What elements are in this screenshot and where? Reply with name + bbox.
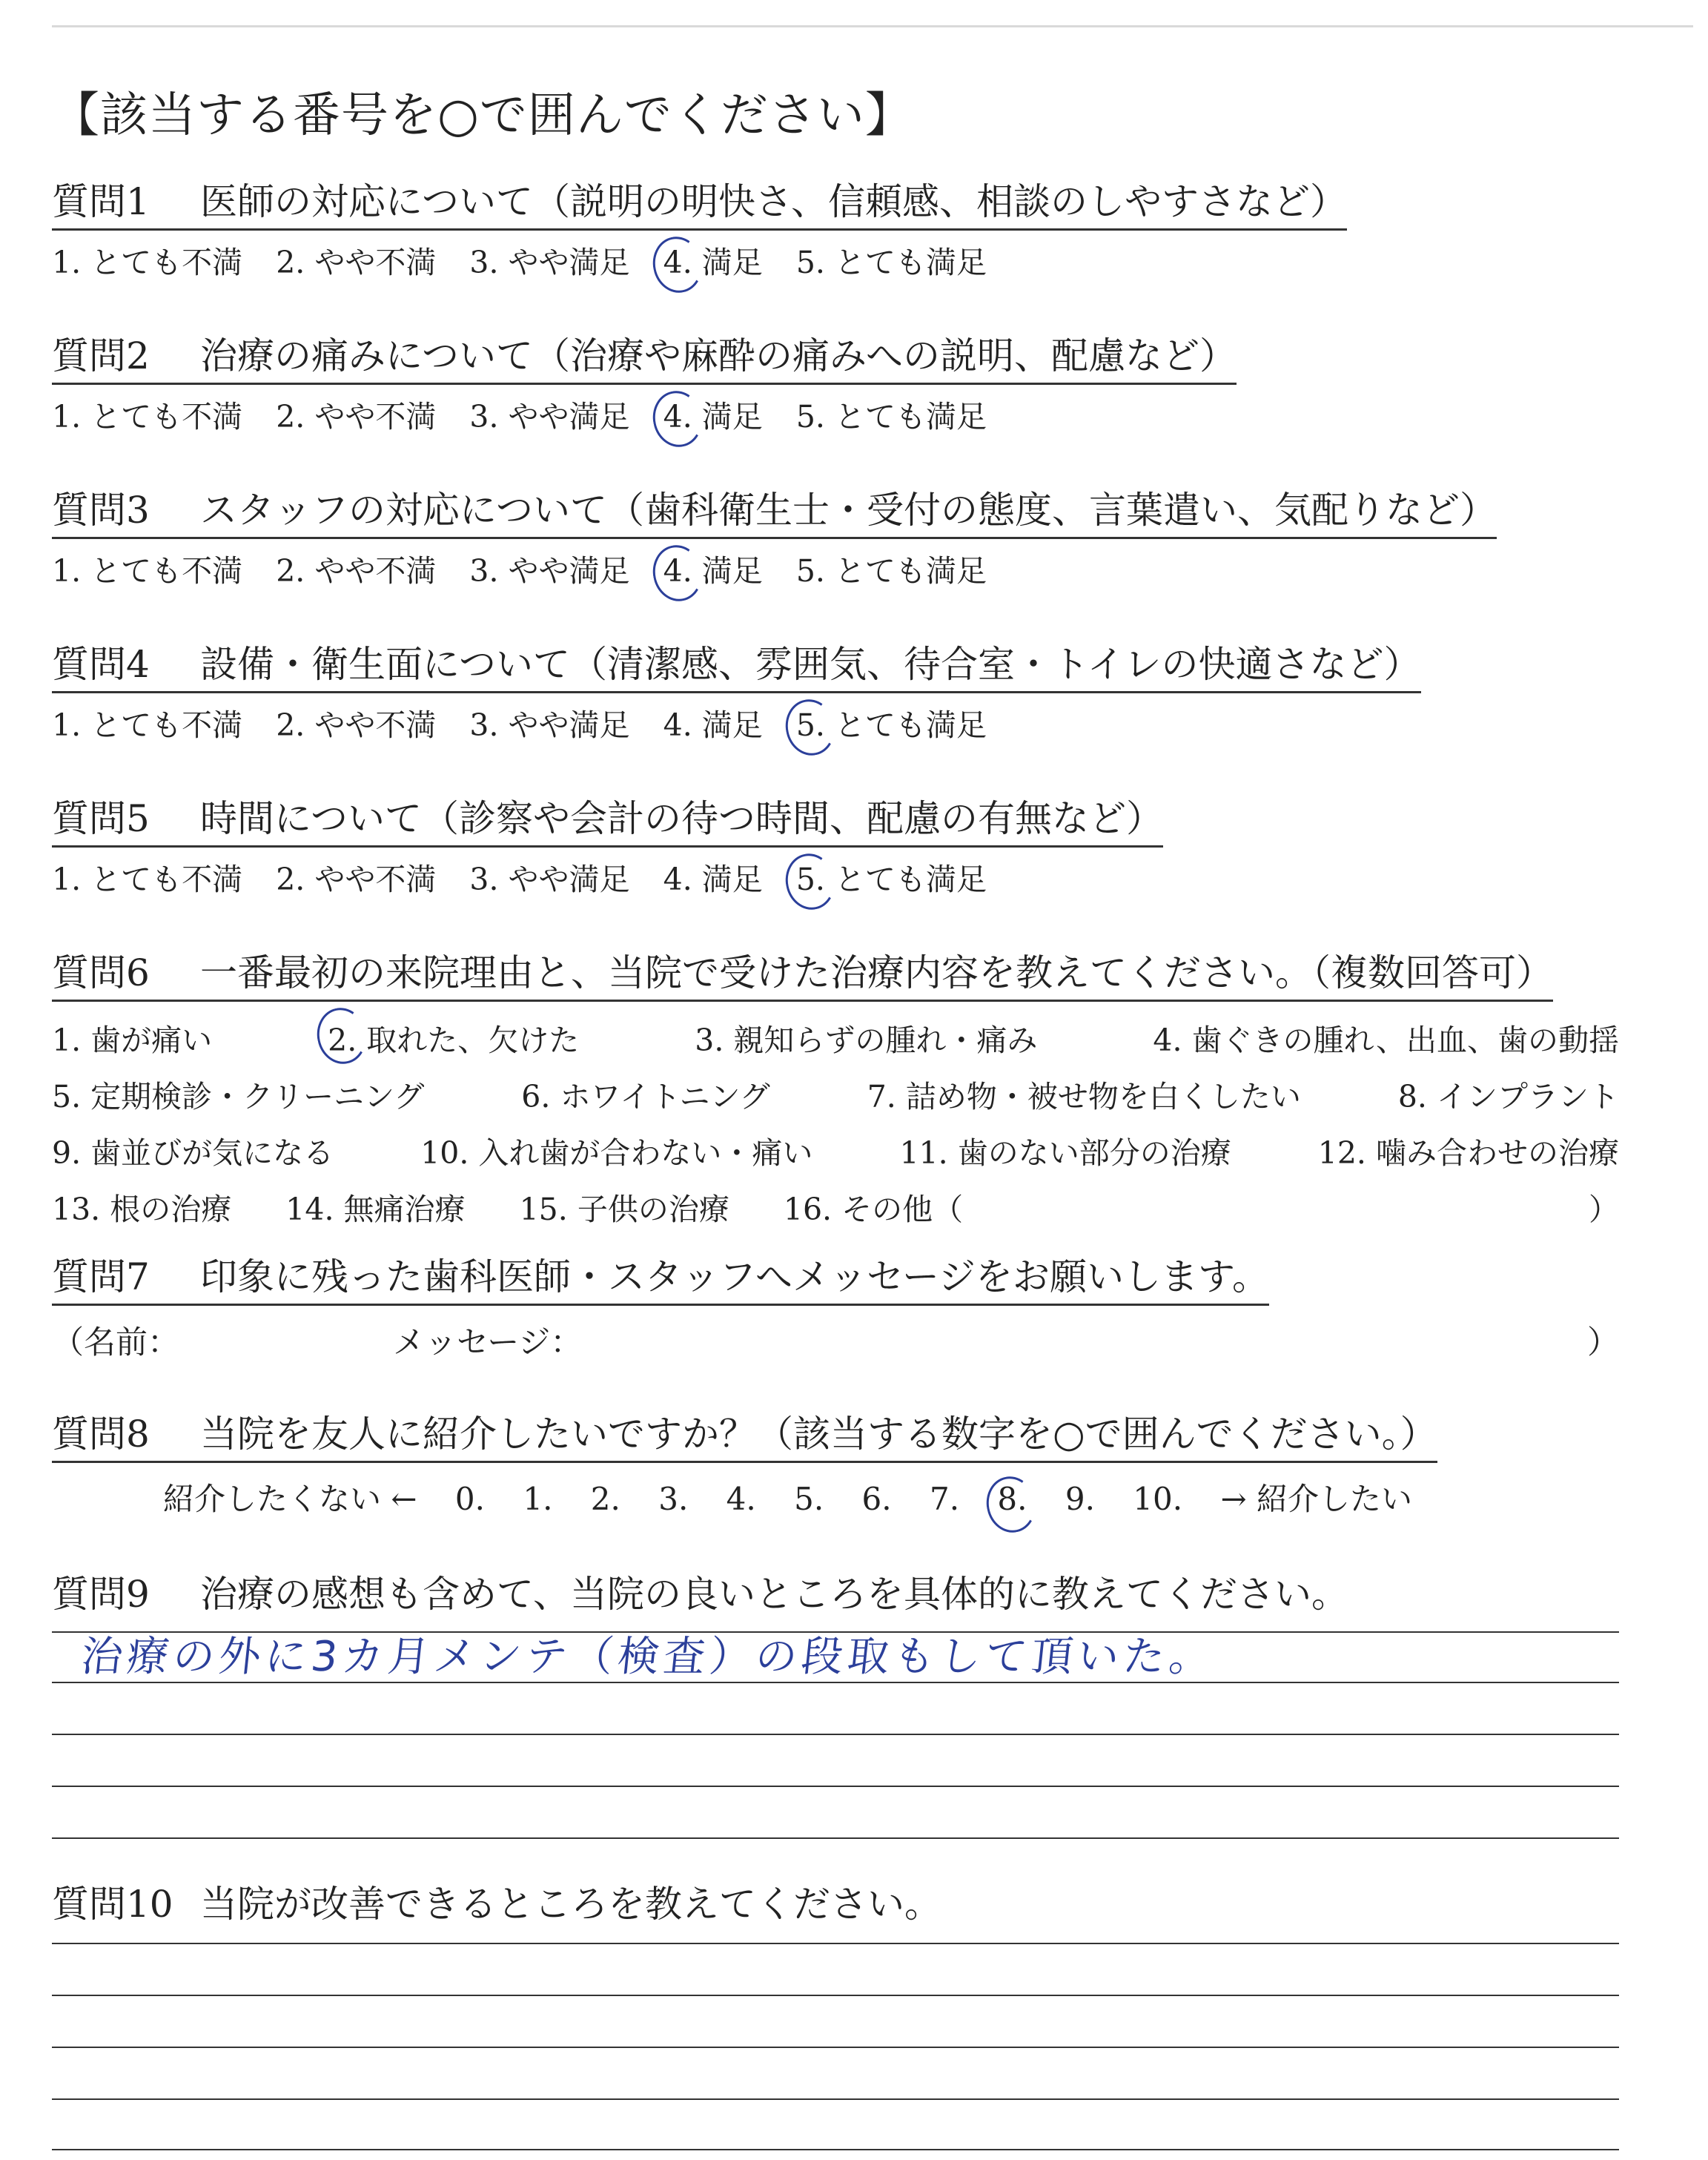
question-2-text: 治療の痛みについて（治療や麻酔の痛みへの説明、配慮など） — [200, 334, 1237, 377]
q9-answer-line-5 — [52, 1837, 1619, 1839]
question-4 — [52, 641, 1619, 747]
q8-scale-3[interactable]: 3. — [658, 1481, 689, 1517]
q2-option-3[interactable]: 3. やや満足 — [469, 399, 630, 435]
q2-option-2[interactable]: 2. やや不満 — [276, 399, 437, 435]
question-2-number: 質問2 — [52, 334, 150, 377]
q10-answer-line-3 — [52, 2047, 1619, 2048]
q5-option-1[interactable]: 1. とても不満 — [52, 862, 243, 897]
question-5-heading — [52, 795, 1163, 848]
question-7 — [52, 1253, 1619, 1363]
question-7-number: 質問7 — [52, 1255, 150, 1298]
q6-option-12[interactable]: 12. 噛み合わせの治療 — [1317, 1135, 1619, 1171]
question-2 — [52, 332, 1619, 438]
question-8-heading — [52, 1410, 1437, 1463]
q4-option-4[interactable]: 4. 満足 — [663, 707, 763, 743]
page-title: 【該当する番号を○で囲んでください】 — [52, 88, 913, 143]
question-6-heading — [52, 949, 1553, 1002]
q8-scale-2[interactable]: 2. — [590, 1481, 620, 1517]
q6-option-13[interactable]: 13. 根の治療 — [52, 1192, 232, 1227]
q1-option-3[interactable]: 3. やや満足 — [469, 245, 630, 280]
question-7-text: 印象に残った歯科医師・スタッフへメッセージをお願いします。 — [200, 1255, 1269, 1298]
q8-scale-5[interactable]: 5. — [794, 1481, 824, 1517]
question-9 — [52, 1571, 1619, 1618]
question-9-number: 質問9 — [52, 1573, 150, 1616]
q8-scale-9[interactable]: 9. — [1065, 1481, 1095, 1517]
q6-option-16[interactable]: 16. その他（ — [783, 1192, 964, 1227]
q7-message-label: メッセージ： — [393, 1324, 583, 1361]
question-6-options — [52, 1012, 1619, 1238]
q7-name-label: （名前： — [52, 1324, 179, 1361]
q9-answer-line-3 — [52, 1734, 1619, 1735]
question-3 — [52, 486, 1619, 592]
q6-option-11[interactable]: 11. 歯のない部分の治療 — [899, 1135, 1231, 1171]
q8-scale-0[interactable]: 0. — [454, 1481, 485, 1517]
q6-option-5[interactable]: 5. 定期検診・クリーニング — [52, 1079, 425, 1114]
q6-row-3 — [52, 1125, 1619, 1181]
top-divider — [52, 25, 1693, 27]
question-10-text: 当院が改善できるところを教えてください。 — [200, 1883, 941, 1926]
question-8-scale — [52, 1475, 1619, 1519]
q6-option-2[interactable]: 2. 取れた、欠けた — [328, 1012, 579, 1069]
question-6-number: 質問6 — [52, 951, 150, 994]
question-5-text: 時間について（診察や会計の待つ時間、配慮の有無など） — [200, 797, 1163, 840]
question-8-number: 質問8 — [52, 1413, 150, 1456]
q10-answer-line-1 — [52, 1943, 1619, 1944]
question-4-options — [52, 704, 1619, 747]
question-3-text: スタッフの対応について（歯科衛生士・受付の態度、言葉遣い、気配りなど） — [200, 489, 1497, 532]
question-9-heading — [52, 1571, 1619, 1618]
question-3-number: 質問3 — [52, 489, 150, 532]
q6-option-10[interactable]: 10. 入れ歯が合わない・痛い — [420, 1135, 813, 1171]
question-5 — [52, 795, 1619, 901]
q6-row-1 — [52, 1012, 1619, 1069]
q6-other-close: ） — [1589, 1192, 1619, 1227]
question-5-number: 質問5 — [52, 797, 150, 840]
question-1-options — [52, 241, 1619, 284]
question-1-heading — [52, 178, 1347, 231]
q6-option-6[interactable]: 6. ホワイトニング — [521, 1079, 770, 1114]
q6-option-8[interactable]: 8. インプラント — [1397, 1079, 1619, 1114]
q10-answer-line-4 — [52, 2098, 1619, 2100]
q8-scale-1[interactable]: 1. — [523, 1481, 553, 1517]
q4-option-1[interactable]: 1. とても不満 — [52, 707, 243, 743]
q4-option-5[interactable]: 5. とても満足 — [796, 704, 987, 747]
q2-option-4[interactable]: 4. 満足 — [663, 395, 763, 438]
q8-scale-4[interactable]: 4. — [726, 1481, 756, 1517]
q7-close: ） — [1587, 1324, 1619, 1361]
question-4-number: 質問4 — [52, 643, 150, 686]
q3-option-1[interactable]: 1. とても不満 — [52, 553, 243, 589]
question-1-text: 医師の対応について（説明の明快さ、信頼感、相談のしやすさなど） — [200, 180, 1347, 223]
q5-option-5[interactable]: 5. とても満足 — [796, 858, 987, 901]
question-10-number: 質問10 — [52, 1883, 173, 1926]
question-7-heading — [52, 1253, 1269, 1306]
question-7-fields — [52, 1318, 1619, 1363]
q6-option-1[interactable]: 1. 歯が痛い — [52, 1023, 213, 1058]
q8-right-label: → 紹介したい — [1220, 1481, 1412, 1517]
q8-scale-7[interactable]: 7. — [929, 1481, 960, 1517]
q5-option-3[interactable]: 3. やや満足 — [469, 862, 630, 897]
q4-option-2[interactable]: 2. やや不満 — [276, 707, 437, 743]
question-2-heading — [52, 332, 1237, 385]
q2-option-5[interactable]: 5. とても満足 — [795, 399, 987, 435]
q6-option-3[interactable]: 3. 親知らずの腫れ・痛み — [695, 1023, 1038, 1058]
question-6 — [52, 949, 1619, 1238]
q9-answer-line-2 — [52, 1682, 1619, 1683]
q1-option-2[interactable]: 2. やや不満 — [276, 245, 437, 280]
question-8 — [52, 1410, 1619, 1519]
question-8-text: 当院を友人に紹介したいですか？（該当する数字を○で囲んでください。） — [200, 1413, 1437, 1456]
q5-option-4[interactable]: 4. 満足 — [663, 862, 763, 897]
q3-option-2[interactable]: 2. やや不満 — [276, 553, 437, 589]
q3-option-5[interactable]: 5. とても満足 — [795, 553, 987, 589]
question-3-options — [52, 549, 1619, 592]
question-9-text: 治療の感想も含めて、当院の良いところを具体的に教えてください。 — [200, 1573, 1348, 1616]
question-1 — [52, 178, 1619, 284]
question-10 — [52, 1880, 1619, 1928]
question-3-heading — [52, 486, 1497, 539]
q6-row-4 — [52, 1181, 1619, 1238]
q1-option-1[interactable]: 1. とても不満 — [52, 245, 243, 280]
q4-option-3[interactable]: 3. やや満足 — [469, 707, 630, 743]
question-5-options — [52, 858, 1619, 901]
q1-option-5[interactable]: 5. とても満足 — [795, 245, 987, 280]
q9-handwritten-answer: 治療の外に3カ月メンテ（検査）の段取もして頂いた。 — [79, 1633, 1218, 1681]
q1-option-4[interactable]: 4. 満足 — [663, 241, 763, 284]
q6-option-14[interactable]: 14. 無痛治療 — [285, 1192, 466, 1227]
q8-scale-8[interactable]: 8. — [997, 1481, 1027, 1517]
q6-row-2 — [52, 1069, 1619, 1125]
q6-option-15[interactable]: 15. 子供の治療 — [519, 1192, 729, 1227]
question-1-number: 質問1 — [52, 180, 150, 223]
q6-option-7[interactable]: 7. 詰め物・被せ物を白くしたい — [867, 1079, 1301, 1114]
q10-answer-line-5 — [52, 2149, 1619, 2150]
question-4-heading — [52, 641, 1421, 693]
question-10-heading — [52, 1880, 1619, 1928]
q8-left-label: 紹介したくない ← — [163, 1481, 417, 1517]
q3-option-3[interactable]: 3. やや満足 — [469, 553, 630, 589]
q6-option-4[interactable]: 4. 歯ぐきの腫れ、出血、歯の動揺 — [1153, 1023, 1619, 1058]
question-2-options — [52, 395, 1619, 438]
q10-answer-line-2 — [52, 1995, 1619, 1996]
question-4-text: 設備・衛生面について（清潔感、雰囲気、待合室・トイレの快適さなど） — [200, 643, 1421, 686]
q9-answer-line-4 — [52, 1786, 1619, 1787]
q5-option-2[interactable]: 2. やや不満 — [276, 862, 437, 897]
q3-option-4[interactable]: 4. 満足 — [663, 549, 763, 592]
q2-option-1[interactable]: 1. とても不満 — [52, 399, 243, 435]
q6-option-9[interactable]: 9. 歯並びが気になる — [52, 1135, 334, 1171]
q8-scale-6[interactable]: 6. — [861, 1481, 892, 1517]
question-6-text: 一番最初の来院理由と、当院で受けた治療内容を教えてください。（複数回答可） — [200, 951, 1553, 994]
q8-scale-10[interactable]: 10. — [1133, 1481, 1183, 1517]
